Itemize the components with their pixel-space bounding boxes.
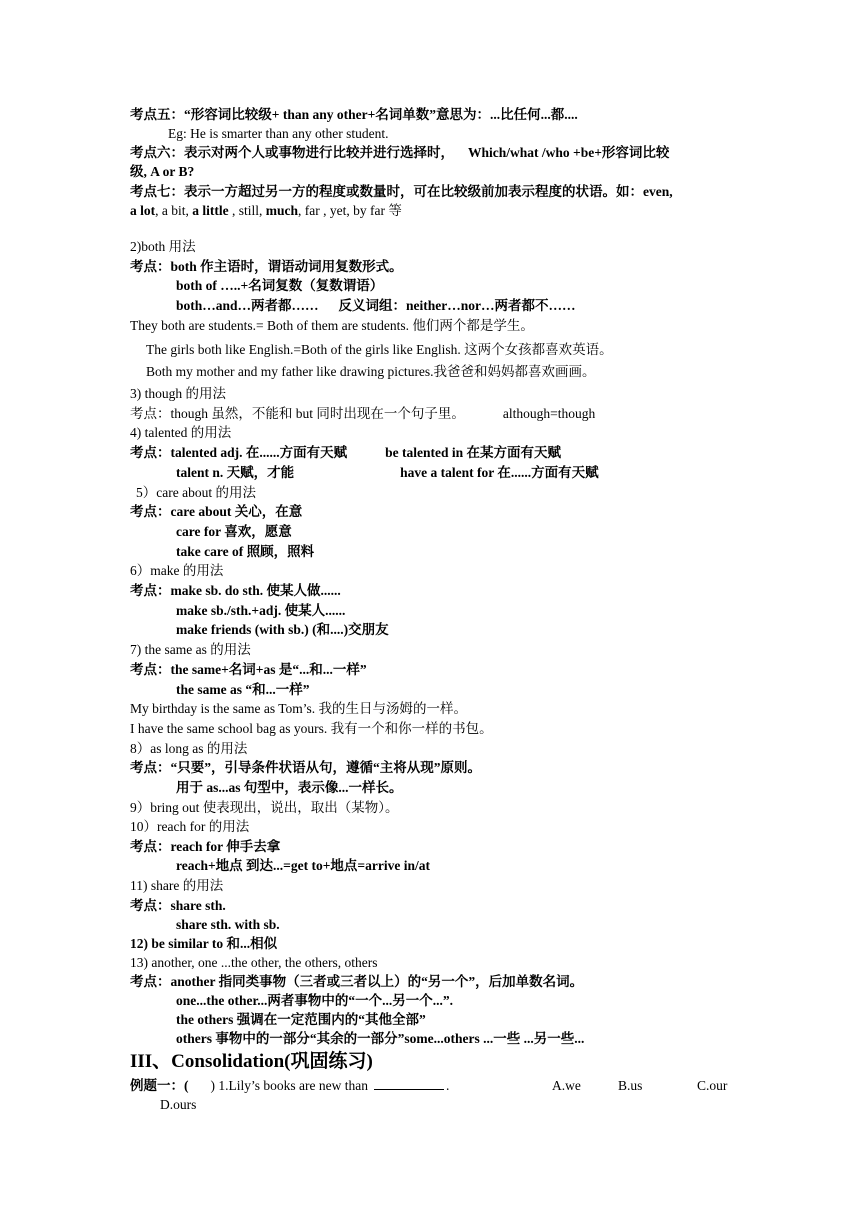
talent-n: talent n. 天赋，才能: [176, 465, 295, 480]
k6-line2: 级, A or B?: [130, 164, 195, 179]
make-point-2: make sb./sth.+adj. 使某人......: [176, 603, 346, 618]
be-talented-in: be talented in 在某方面有天赋: [385, 445, 562, 460]
though-rule: 考点：though 虽然，不能和 but 同时出现在一个句子里。: [130, 406, 465, 421]
make-heading: 6）make 的用法: [130, 563, 224, 578]
though-point: [130, 405, 595, 423]
reach-heading: 10）reach for 的用法: [130, 819, 250, 834]
k7-bit: , a bit,: [155, 203, 193, 218]
both-example-3: Both my mother and my father like drawing pictures.我爸爸和妈妈都喜欢画画。: [146, 364, 596, 379]
talented-point-1: [130, 444, 561, 462]
k7-still: , still,: [228, 203, 266, 218]
make-point-1: 考点：make sb. do sth. 使某人做......: [130, 583, 341, 598]
reach-point-1: 考点：reach for 伸手去拿: [130, 839, 281, 854]
another-heading: 13) another, one ...the other, the others, others: [130, 955, 378, 970]
k7-a-little: a little: [192, 203, 229, 218]
another-point-1: 考点：another 指同类事物（三者或三者以上）的“另一个”，后加单数名词。: [130, 974, 584, 989]
k5-line: 考点五：“形容词比较级+ than any other+名词单数”意思为：...比任何...都....: [130, 107, 578, 122]
k7-line2: [130, 202, 402, 220]
talented-adj: 考点：talented adj. 在......方面有天赋: [130, 445, 348, 460]
aslong-point-1: 考点：“只要”，引导条件状语从句，遵循“主将从现”原则。: [130, 760, 481, 775]
option-c[interactable]: C.our: [697, 1078, 728, 1093]
another-point-4: others 事物中的一部分“其余的一部分”some...others ...一些 ...另一些...: [176, 1031, 585, 1046]
k5-example: Eg: He is smarter than any other student.: [168, 126, 389, 141]
both-point-3: [176, 297, 576, 315]
exercise-label: 例题一：(: [130, 1078, 189, 1093]
another-point-2: one...the other...两者事物中的“一个...另一个...”.: [176, 993, 453, 1008]
talented-heading: 4) talented 的用法: [130, 425, 232, 440]
both-heading: 2)both 用法: [130, 239, 196, 254]
k7-line1: 考点七：表示一方超过另一方的程度或数量时，可在比较级前加表示程度的状语。如：even,: [130, 184, 673, 199]
care-point-1: 考点：care about 关心，在意: [130, 504, 303, 519]
share-point-1: 考点：share sth.: [130, 898, 226, 913]
option-b[interactable]: B.us: [618, 1078, 643, 1093]
bringout-line: 9）bring out 使表现出，说出，取出（某物）。: [130, 800, 399, 815]
both-example-2: The girls both like English.=Both of the girls like English. 这两个女孩都喜欢英语。: [146, 342, 613, 357]
though-heading: 3) though 的用法: [130, 386, 226, 401]
option-a[interactable]: A.we: [552, 1078, 581, 1093]
care-point-2: care for 喜欢，愿意: [176, 524, 292, 539]
same-example-1: My birthday is the same as Tom’s. 我的生日与汤姆的一样。: [130, 701, 468, 716]
k7-a-lot: a lot: [130, 203, 156, 218]
exercise-1: [130, 1077, 449, 1095]
consolidation-heading: III、Consolidation(巩固练习): [130, 1051, 373, 1072]
question-period: .: [445, 1078, 450, 1093]
have-a-talent-for: have a talent for 在......方面有天赋: [400, 465, 599, 480]
another-point-3: the others 强调在一定范围内的“其他全部”: [176, 1012, 426, 1027]
neither-nor: 反义词组：neither…nor…两者都不……: [338, 298, 576, 313]
although-equals: although=though: [502, 406, 596, 421]
share-point-2: share sth. with sb.: [176, 917, 280, 932]
aslong-heading: 8）as long as 的用法: [130, 741, 248, 756]
same-point-1: 考点：the same+名词+as 是“...和...一样”: [130, 662, 367, 677]
similar-line: 12) be similar to 和...相似: [130, 936, 278, 951]
k6-text-b: Which/what /who +be+形容词比较: [468, 145, 670, 160]
talented-point-2: [176, 464, 599, 482]
both-example-1: They both are students.= Both of them are students. 他们两个都是学生。: [130, 318, 534, 333]
k6-line1: [130, 144, 669, 162]
share-heading: 11) share 的用法: [130, 878, 224, 893]
both-point-1: 考点：both 作主语时，谓语动词用复数形式。: [130, 259, 403, 274]
same-heading: 7) the same as 的用法: [130, 642, 251, 657]
care-point-3: take care of 照顾，照料: [176, 544, 315, 559]
option-d[interactable]: D.ours: [160, 1097, 197, 1112]
same-point-2: the same as “和...一样”: [176, 682, 310, 697]
k6-text-a: 考点六：表示对两个人或事物进行比较并进行选择时，: [130, 145, 454, 160]
both-point-2: both of …..+名词复数（复数谓语）: [176, 278, 384, 293]
reach-point-2: reach+地点 到达...=get to+地点=arrive in/at: [176, 858, 430, 873]
k7-far: , far , yet, by far 等: [298, 203, 402, 218]
same-example-2: I have the same school bag as yours. 我有一个和你一样的书包。: [130, 721, 493, 736]
both-and: both…and…两者都……: [176, 298, 319, 313]
answer-blank[interactable]: [374, 1077, 444, 1090]
aslong-point-2: 用于 as...as 句型中，表示像...一样长。: [176, 780, 403, 795]
k7-much: much: [265, 203, 299, 218]
exercise-question: ) 1.Lily’s books are new than: [210, 1078, 368, 1093]
care-heading: 5）care about 的用法: [136, 485, 256, 500]
make-point-3: make friends (with sb.) (和....)交朋友: [176, 622, 389, 637]
